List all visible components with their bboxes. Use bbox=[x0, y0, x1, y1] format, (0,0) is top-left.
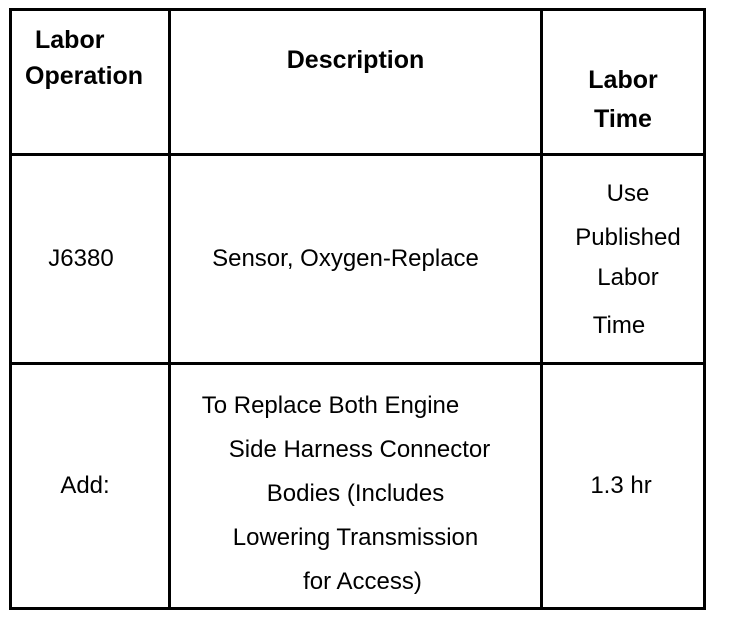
header-labor-time-line-2: Time bbox=[594, 105, 652, 133]
row-1-labor-time-line-4: Time bbox=[592, 312, 646, 339]
header-labor-time-line-1: Labor bbox=[588, 66, 658, 94]
header-labor-time bbox=[543, 61, 703, 141]
row-2-description bbox=[171, 384, 540, 604]
header-labor-operation bbox=[25, 22, 173, 102]
header-description bbox=[171, 46, 540, 86]
row-2-labor-operation-text: Add: bbox=[60, 472, 110, 499]
row-2-labor-time bbox=[543, 365, 703, 607]
row-1-labor-time-line-2: Published bbox=[575, 224, 681, 251]
header-description-text: Description bbox=[286, 46, 425, 74]
row-1-labor-operation bbox=[12, 156, 168, 362]
row-2-description-line-1: To Replace Both Engine bbox=[201, 392, 460, 419]
row-2-labor-time-text: 1.3 hr bbox=[590, 472, 652, 499]
row-2-description-line-2: Side Harness Connector bbox=[228, 436, 491, 463]
header-labor-operation-line-1: Labor bbox=[35, 26, 105, 54]
table-border-bottom bbox=[9, 607, 706, 610]
row-2-description-line-4: Lowering Transmission bbox=[232, 524, 479, 551]
table-border-top bbox=[9, 8, 706, 11]
row-1-labor-time bbox=[543, 172, 713, 352]
labor-table bbox=[9, 8, 706, 610]
row-1-description bbox=[171, 156, 540, 362]
row-1-labor-operation-text: J6380 bbox=[48, 245, 114, 272]
row-1-labor-time-line-1: Use bbox=[606, 180, 650, 207]
header-labor-operation-line-2: Operation bbox=[25, 62, 144, 90]
row-2-labor-operation bbox=[12, 365, 168, 607]
row-1-description-text: Sensor, Oxygen-Replace bbox=[212, 245, 479, 272]
row-2-description-line-3: Bodies (Includes bbox=[266, 480, 445, 507]
row-2-description-line-5: for Access) bbox=[303, 568, 422, 595]
row-1-labor-time-line-3: Labor bbox=[597, 264, 659, 291]
